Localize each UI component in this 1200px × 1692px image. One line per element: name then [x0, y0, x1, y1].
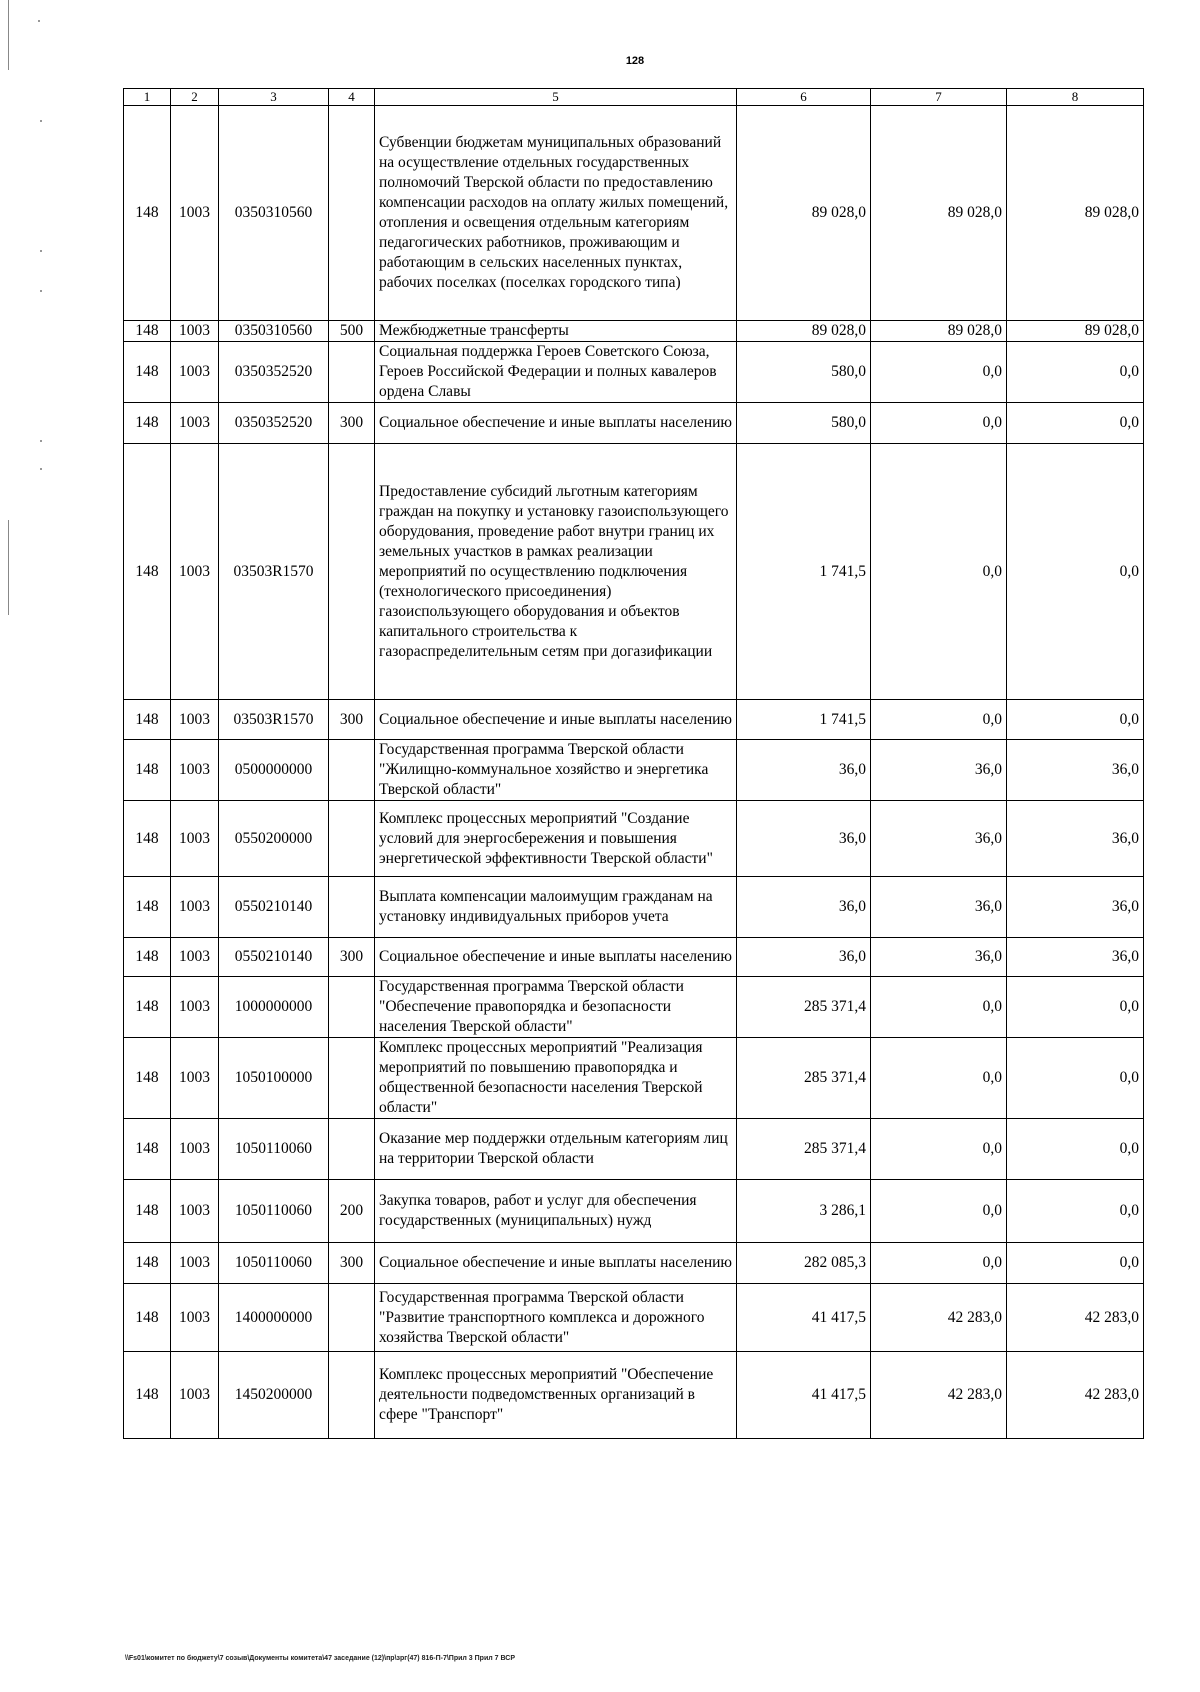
department-code-cell: 148	[124, 740, 171, 801]
description-cell: Социальное обеспечение и иные выплаты населению	[375, 700, 737, 740]
column-header: 7	[871, 89, 1007, 106]
target-article-cell: 0350352520	[219, 403, 329, 444]
department-code-cell: 148	[124, 1284, 171, 1352]
column-header: 8	[1007, 89, 1144, 106]
scan-dot	[40, 440, 42, 442]
target-article-cell: 0500000000	[219, 740, 329, 801]
amount-2024-cell: 3 286,1	[737, 1180, 871, 1243]
target-article-cell: 1000000000	[219, 977, 329, 1038]
scan-dot	[40, 120, 42, 122]
table-row	[124, 938, 1144, 977]
expense-type-cell: 300	[329, 1243, 375, 1284]
department-code-cell: 148	[124, 938, 171, 977]
department-code-cell: 148	[124, 1038, 171, 1119]
section-code-cell: 1003	[171, 1119, 219, 1180]
table-row	[124, 700, 1144, 740]
amount-2025-cell: 42 283,0	[871, 1284, 1007, 1352]
amount-2024-cell: 282 085,3	[737, 1243, 871, 1284]
table-row	[124, 321, 1144, 342]
section-code-cell: 1003	[171, 801, 219, 877]
section-code-cell: 1003	[171, 1352, 219, 1439]
scan-edge-mark	[8, 520, 9, 615]
section-code-cell: 1003	[171, 977, 219, 1038]
target-article-cell: 0550210140	[219, 938, 329, 977]
expense-type-cell: 500	[329, 321, 375, 342]
section-code-cell: 1003	[171, 938, 219, 977]
section-code-cell: 1003	[171, 1284, 219, 1352]
expense-type-cell	[329, 1119, 375, 1180]
amount-2026-cell: 0,0	[1007, 1038, 1144, 1119]
column-header: 3	[219, 89, 329, 106]
amount-2025-cell: 0,0	[871, 342, 1007, 403]
scan-edge-mark	[8, 0, 9, 70]
description-cell: Социальное обеспечение и иные выплаты населению	[375, 938, 737, 977]
amount-2026-cell: 42 283,0	[1007, 1284, 1144, 1352]
section-code-cell: 1003	[171, 342, 219, 403]
amount-2026-cell: 36,0	[1007, 877, 1144, 938]
expense-type-cell: 300	[329, 938, 375, 977]
file-path-footer: \\Fs01\комитет по бюджету\7 созыв\Документы комитета\47 заседание (12)\пр\зрг(47) 816-П-7\Прил 3 Прил 7 ВСР	[125, 1655, 515, 1662]
amount-2024-cell: 285 371,4	[737, 1119, 871, 1180]
section-code-cell: 1003	[171, 877, 219, 938]
amount-2026-cell: 36,0	[1007, 938, 1144, 977]
department-code-cell: 148	[124, 1352, 171, 1439]
amount-2024-cell: 36,0	[737, 877, 871, 938]
expense-type-cell	[329, 106, 375, 321]
amount-2025-cell: 36,0	[871, 938, 1007, 977]
description-cell: Социальное обеспечение и иные выплаты населению	[375, 403, 737, 444]
amount-2024-cell: 36,0	[737, 740, 871, 801]
section-code-cell: 1003	[171, 740, 219, 801]
description-cell: Комплекс процессных мероприятий "Обеспечение деятельности подведомственных организаций в сфере "Транспорт"	[375, 1352, 737, 1439]
amount-2026-cell: 0,0	[1007, 444, 1144, 700]
department-code-cell: 148	[124, 403, 171, 444]
amount-2026-cell: 0,0	[1007, 1243, 1144, 1284]
department-code-cell: 148	[124, 801, 171, 877]
description-cell: Государственная программа Тверской области "Развитие транспортного комплекса и дорожного хозяйства Тверской области"	[375, 1284, 737, 1352]
section-code-cell: 1003	[171, 700, 219, 740]
amount-2024-cell: 41 417,5	[737, 1284, 871, 1352]
target-article-cell: 0350310560	[219, 106, 329, 321]
table-row	[124, 977, 1144, 1038]
expense-type-cell: 200	[329, 1180, 375, 1243]
amount-2025-cell: 0,0	[871, 977, 1007, 1038]
amount-2025-cell: 89 028,0	[871, 106, 1007, 321]
amount-2025-cell: 0,0	[871, 403, 1007, 444]
target-article-cell: 03503R1570	[219, 700, 329, 740]
amount-2026-cell: 0,0	[1007, 977, 1144, 1038]
table-row	[124, 1352, 1144, 1439]
amount-2025-cell: 0,0	[871, 444, 1007, 700]
target-article-cell: 1050110060	[219, 1243, 329, 1284]
page-number: 128	[625, 55, 645, 67]
amount-2026-cell: 89 028,0	[1007, 106, 1144, 321]
amount-2026-cell: 0,0	[1007, 700, 1144, 740]
description-cell: Оказание мер поддержки отдельным категориям лиц на территории Тверской области	[375, 1119, 737, 1180]
target-article-cell: 1450200000	[219, 1352, 329, 1439]
amount-2025-cell: 36,0	[871, 877, 1007, 938]
description-cell: Выплата компенсации малоимущим гражданам на установку индивидуальных приборов учета	[375, 877, 737, 938]
amount-2024-cell: 285 371,4	[737, 977, 871, 1038]
amount-2025-cell: 36,0	[871, 801, 1007, 877]
column-header: 2	[171, 89, 219, 106]
column-header: 6	[737, 89, 871, 106]
amount-2026-cell: 89 028,0	[1007, 321, 1144, 342]
amount-2024-cell: 1 741,5	[737, 444, 871, 700]
expense-type-cell	[329, 877, 375, 938]
amount-2026-cell: 0,0	[1007, 342, 1144, 403]
table-row	[124, 403, 1144, 444]
expense-type-cell	[329, 444, 375, 700]
target-article-cell: 0550200000	[219, 801, 329, 877]
amount-2025-cell: 0,0	[871, 1119, 1007, 1180]
table-row	[124, 1243, 1144, 1284]
scan-dot	[38, 20, 40, 22]
column-header: 5	[375, 89, 737, 106]
amount-2025-cell: 36,0	[871, 740, 1007, 801]
amount-2025-cell: 42 283,0	[871, 1352, 1007, 1439]
department-code-cell: 148	[124, 321, 171, 342]
amount-2024-cell: 580,0	[737, 403, 871, 444]
table-row	[124, 1038, 1144, 1119]
table-row	[124, 740, 1144, 801]
amount-2024-cell: 580,0	[737, 342, 871, 403]
description-cell: Межбюджетные трансферты	[375, 321, 737, 342]
department-code-cell: 148	[124, 877, 171, 938]
target-article-cell: 1050110060	[219, 1180, 329, 1243]
department-code-cell: 148	[124, 342, 171, 403]
expense-type-cell	[329, 740, 375, 801]
section-code-cell: 1003	[171, 1180, 219, 1243]
expense-type-cell	[329, 977, 375, 1038]
section-code-cell: 1003	[171, 106, 219, 321]
scan-dot	[40, 290, 42, 292]
target-article-cell: 1050110060	[219, 1119, 329, 1180]
description-cell: Государственная программа Тверской области "Обеспечение правопорядка и безопасности населения Тверской области"	[375, 977, 737, 1038]
table-row	[124, 444, 1144, 700]
amount-2026-cell: 36,0	[1007, 740, 1144, 801]
expense-type-cell	[329, 1352, 375, 1439]
amount-2026-cell: 36,0	[1007, 801, 1144, 877]
amount-2026-cell: 0,0	[1007, 403, 1144, 444]
description-cell: Предоставление субсидий льготным категориям граждан на покупку и установку газоиспользующего оборудования, проведение работ внутри границ их земельных участков в рамках реализации мероприятий по осуществлению подключения (технологического присоединения) газоиспользующего оборудования и объектов капитального строительства к газораспределительным сетям при догазификации	[375, 444, 737, 700]
amount-2024-cell: 36,0	[737, 801, 871, 877]
column-header: 1	[124, 89, 171, 106]
table-row	[124, 1180, 1144, 1243]
amount-2025-cell: 0,0	[871, 1243, 1007, 1284]
description-cell: Закупка товаров, работ и услуг для обеспечения государственных (муниципальных) нужд	[375, 1180, 737, 1243]
amount-2024-cell: 89 028,0	[737, 321, 871, 342]
description-cell: Государственная программа Тверской области "Жилищно-коммунальное хозяйство и энергетика Тверской области"	[375, 740, 737, 801]
amount-2024-cell: 1 741,5	[737, 700, 871, 740]
amount-2024-cell: 36,0	[737, 938, 871, 977]
target-article-cell: 1400000000	[219, 1284, 329, 1352]
table-row	[124, 1119, 1144, 1180]
table-row	[124, 877, 1144, 938]
expense-type-cell	[329, 801, 375, 877]
amount-2025-cell: 0,0	[871, 1038, 1007, 1119]
description-cell: Социальное обеспечение и иные выплаты населению	[375, 1243, 737, 1284]
table-row	[124, 106, 1144, 321]
department-code-cell: 148	[124, 977, 171, 1038]
department-code-cell: 148	[124, 1243, 171, 1284]
amount-2024-cell: 41 417,5	[737, 1352, 871, 1439]
section-code-cell: 1003	[171, 1243, 219, 1284]
scan-dot	[40, 468, 42, 470]
table-body	[124, 89, 1144, 1439]
target-article-cell: 1050100000	[219, 1038, 329, 1119]
section-code-cell: 1003	[171, 321, 219, 342]
amount-2026-cell: 0,0	[1007, 1180, 1144, 1243]
section-code-cell: 1003	[171, 403, 219, 444]
target-article-cell: 03503R1570	[219, 444, 329, 700]
table-row	[124, 1284, 1144, 1352]
expense-type-cell: 300	[329, 700, 375, 740]
expense-type-cell	[329, 1038, 375, 1119]
description-cell: Комплекс процессных мероприятий "Реализация мероприятий по повышению правопорядка и общественной безопасности населения Тверской области"	[375, 1038, 737, 1119]
expense-type-cell	[329, 342, 375, 403]
budget-table	[123, 88, 1144, 1439]
target-article-cell: 0350310560	[219, 321, 329, 342]
section-code-cell: 1003	[171, 1038, 219, 1119]
section-code-cell: 1003	[171, 444, 219, 700]
scan-dot	[40, 250, 42, 252]
target-article-cell: 0350352520	[219, 342, 329, 403]
department-code-cell: 148	[124, 1119, 171, 1180]
department-code-cell: 148	[124, 700, 171, 740]
column-header: 4	[329, 89, 375, 106]
department-code-cell: 148	[124, 1180, 171, 1243]
table-row	[124, 342, 1144, 403]
table-row	[124, 801, 1144, 877]
expense-type-cell	[329, 1284, 375, 1352]
amount-2026-cell: 0,0	[1007, 1119, 1144, 1180]
description-cell: Комплекс процессных мероприятий "Создание условий для энергосбережения и повышения энергетической эффективности Тверской области"	[375, 801, 737, 877]
amount-2025-cell: 0,0	[871, 1180, 1007, 1243]
amount-2024-cell: 285 371,4	[737, 1038, 871, 1119]
expense-type-cell: 300	[329, 403, 375, 444]
department-code-cell: 148	[124, 444, 171, 700]
description-cell: Субвенции бюджетам муниципальных образований на осуществление отдельных государственных полномочий Тверской области по предоставлению компенсации расходов на оплату жилых помещений, отопления и освещения отдельным категориям педагогических работников, проживающим и работающим в сельских населенных пунктах, рабочих поселках (поселках городского типа)	[375, 106, 737, 321]
header-row	[124, 89, 1144, 106]
department-code-cell: 148	[124, 106, 171, 321]
amount-2024-cell: 89 028,0	[737, 106, 871, 321]
amount-2026-cell: 42 283,0	[1007, 1352, 1144, 1439]
amount-2025-cell: 89 028,0	[871, 321, 1007, 342]
amount-2025-cell: 0,0	[871, 700, 1007, 740]
target-article-cell: 0550210140	[219, 877, 329, 938]
description-cell: Социальная поддержка Героев Советского Союза, Героев Российской Федерации и полных кавалеров ордена Славы	[375, 342, 737, 403]
